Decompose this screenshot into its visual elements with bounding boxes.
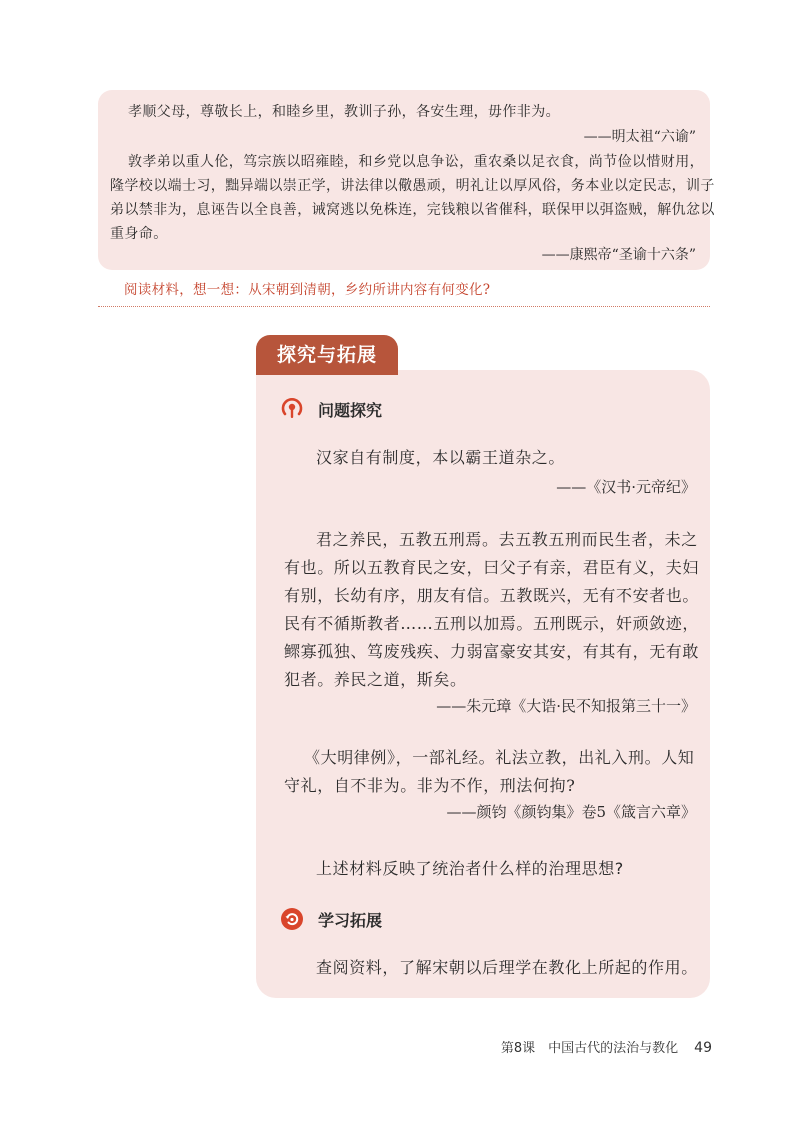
section-extension-header [280, 907, 382, 931]
page-footer [501, 1037, 712, 1056]
material-2-line: 犯者。养民之道，斯矣。 [284, 670, 467, 689]
material-2-source: ——朱元璋《大诰·民不知报第三十一》 [436, 697, 696, 715]
section-inquiry-header [280, 397, 382, 421]
quotation-box [98, 90, 715, 270]
inquiry-icon [280, 397, 304, 421]
divider [98, 306, 710, 307]
quote-shengyu-line: 重身命。 [110, 226, 168, 242]
section-inquiry-title: 问题探究 [318, 400, 383, 420]
material-2-line: 有别，长幼有序，朋友有信。五教既兴，无有不安者也。 [284, 586, 700, 605]
material-3-line: 守礼，自不非为。非为不作，刑法何拘? [284, 776, 576, 795]
material-2-line: 鳏寡孤独、笃废残疾、力弱富豪安其安，有其有，无有敢 [284, 642, 700, 661]
panel-tab-title: 探究与拓展 [256, 335, 398, 375]
quote-shengyu-line: 敦孝弟以重人伦，笃宗族以昭雍睦，和乡党以息争讼，重农桑以足衣食，尚节俭以惜财用， [128, 154, 704, 170]
material-1: 汉家自有制度，本以霸王道杂之。 [316, 448, 566, 467]
quote-shengyu-line: 弟以禁非为，息诬告以全良善，诫窝逃以免株连，完钱粮以省催科，联保甲以弭盗贼，解仇忿以 [110, 202, 715, 218]
page-number: 49 [694, 1040, 712, 1056]
material-2-line: 民有不循斯教者……五刑以加焉。五刑既示，奸顽敛迹， [284, 614, 700, 633]
material-2-line: 有也。所以五教育民之安，曰父子有亲，君臣有义，夫妇 [284, 558, 700, 577]
material-3-source: ——颜钧《颜钧集》卷5《箴言六章》 [446, 803, 696, 821]
quote-shengyu-line: 隆学校以端士习，黜异端以崇正学，讲法律以儆愚顽，明礼让以厚风俗，务本业以定民志，训子 [110, 178, 715, 194]
lesson-title: 第8课 中国古代的法治与教化 [500, 1041, 679, 1056]
reading-question: 阅读材料，想一想：从宋朝到清朝，乡约所讲内容有何变化? [124, 282, 491, 298]
quote-liuyu: 孝顺父母，尊敬长上，和睦乡里，教训子孙，各安生理，毋作非为。 [128, 104, 560, 120]
extension-icon [280, 907, 304, 931]
material-2-line: 君之养民，五教五刑焉。去五教五刑而民生者，未之 [316, 530, 698, 549]
quote-liuyu-source: ——明太祖“六谕” [583, 129, 696, 145]
inquiry-question: 上述材料反映了统治者什么样的治理思想? [316, 859, 624, 878]
extension-task: 查阅资料，了解宋朝以后理学在教化上所起的作用。 [316, 958, 698, 977]
material-1-source: ——《汉书·元帝纪》 [556, 478, 696, 496]
quote-shengyu-source: ——康熙帝“圣谕十六条” [541, 247, 696, 263]
section-extension-title: 学习拓展 [318, 910, 383, 930]
material-3-line: 《大明律例》，一部礼经。礼法立教，出礼入刑。人知 [304, 748, 695, 767]
